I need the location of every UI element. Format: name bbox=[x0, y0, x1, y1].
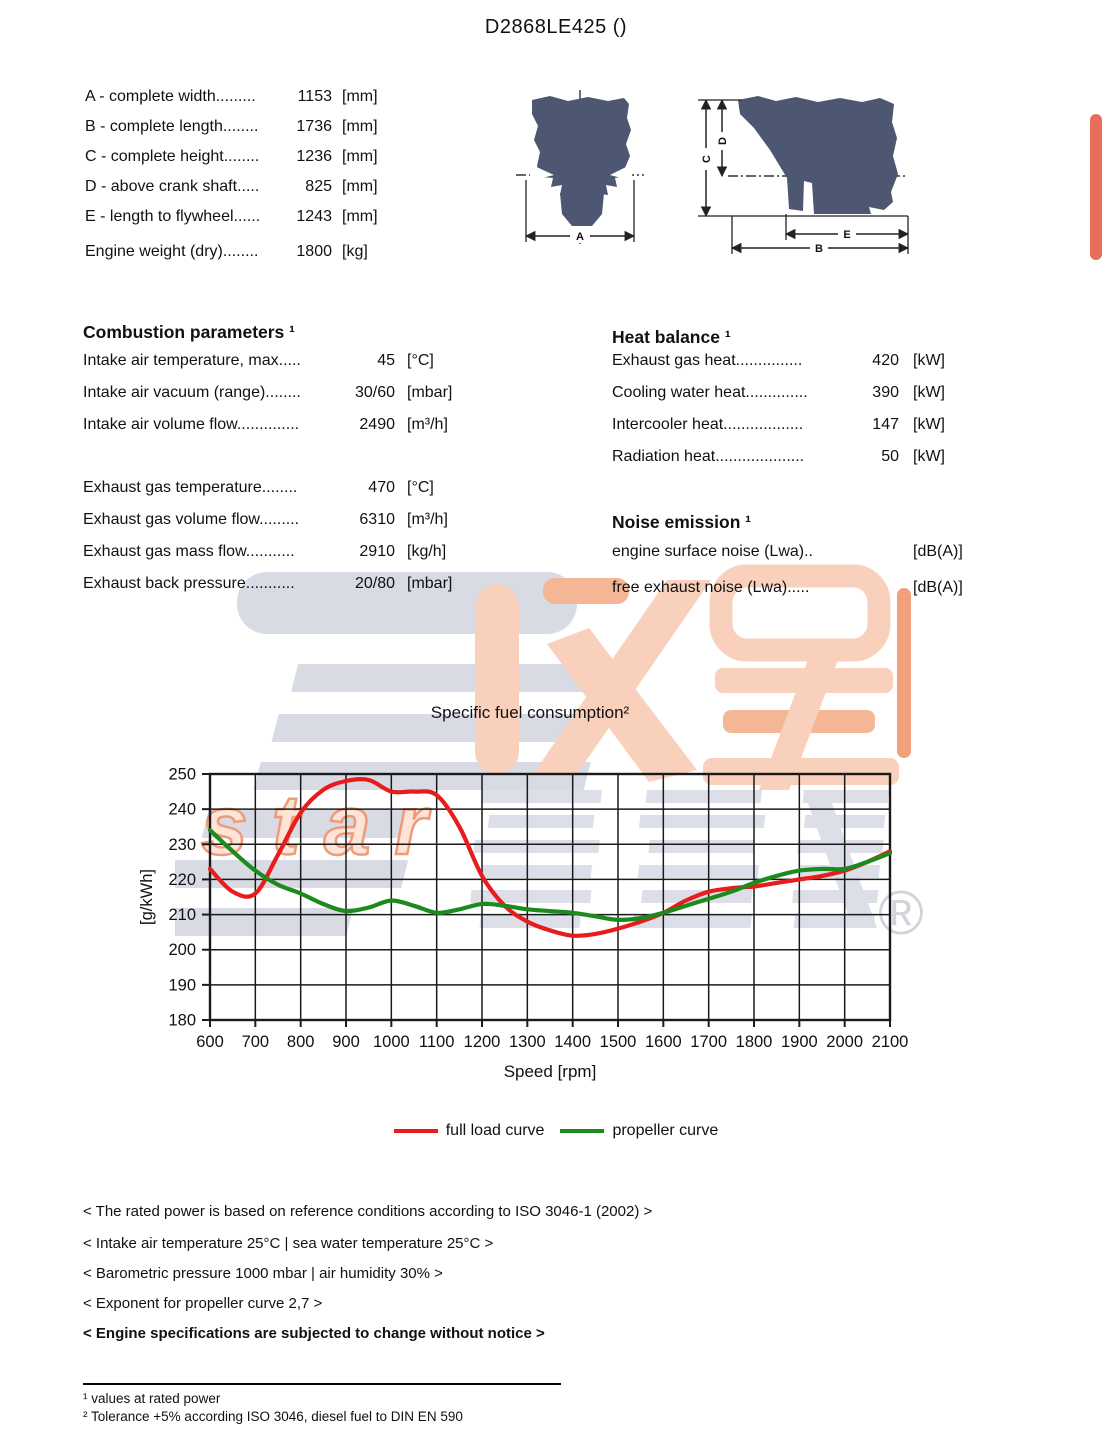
dimension-label-B: B bbox=[815, 243, 823, 255]
spec-value: 825 bbox=[305, 178, 332, 195]
dimension-label-C: C bbox=[701, 155, 713, 163]
spec-label: Cooling water heat.............. bbox=[612, 384, 808, 401]
svg-text:2100: 2100 bbox=[871, 1033, 909, 1051]
oil-pan bbox=[560, 193, 604, 226]
spec-label: Exhaust gas volume flow......... bbox=[83, 511, 300, 528]
combustion-parameters-table bbox=[83, 352, 563, 607]
spec-unit: [kW] bbox=[913, 448, 945, 465]
svg-text:1500: 1500 bbox=[599, 1033, 637, 1051]
svg-text:1400: 1400 bbox=[554, 1033, 592, 1051]
svg-text:1000: 1000 bbox=[372, 1033, 410, 1051]
svg-text:230: 230 bbox=[168, 835, 196, 854]
legend-item-propeller bbox=[560, 1122, 718, 1140]
svg-text:200: 200 bbox=[168, 941, 196, 960]
spec-unit: [°C] bbox=[407, 479, 434, 496]
svg-text:180: 180 bbox=[168, 1011, 196, 1030]
spec-value: 2910 bbox=[359, 543, 395, 560]
spec-unit: [m³/h] bbox=[407, 511, 448, 528]
svg-text:1300: 1300 bbox=[508, 1033, 546, 1051]
svg-text:2000: 2000 bbox=[826, 1033, 864, 1051]
svg-text:1100: 1100 bbox=[418, 1033, 455, 1051]
spec-value: 50 bbox=[881, 448, 899, 465]
spec-value: 420 bbox=[872, 352, 899, 369]
spec-label: Intercooler heat.................. bbox=[612, 416, 804, 433]
svg-text:800: 800 bbox=[286, 1033, 315, 1051]
footnote-divider bbox=[83, 1383, 561, 1385]
spec-label: Intake air volume flow.............. bbox=[83, 416, 300, 433]
spec-label: Intake air vacuum (range)........ bbox=[83, 384, 301, 401]
note-barometric: < Barometric pressure 1000 mbar | air humidity 30% > bbox=[83, 1265, 443, 1282]
heat-balance-heading: Heat balance ¹ bbox=[612, 327, 731, 347]
spec-value: 20/80 bbox=[354, 575, 395, 592]
dimension-label-A: A bbox=[576, 231, 584, 243]
legend-label-full-load: full load curve bbox=[445, 1122, 545, 1139]
spec-unit: [mbar] bbox=[407, 384, 453, 401]
spec-unit: [mm] bbox=[342, 118, 378, 135]
svg-text:1900: 1900 bbox=[780, 1033, 818, 1051]
footnote-1: ¹ values at rated power bbox=[83, 1391, 221, 1406]
spec-value: 390 bbox=[872, 384, 899, 401]
legend-swatch-full-load bbox=[394, 1129, 438, 1134]
spec-row bbox=[85, 148, 505, 178]
spec-row bbox=[85, 118, 505, 148]
dimension-label-E: E bbox=[843, 229, 851, 241]
spec-unit: [kW] bbox=[913, 352, 945, 369]
svg-text:1600: 1600 bbox=[644, 1033, 682, 1051]
noise-emission-heading: Noise emission ¹ bbox=[612, 512, 752, 532]
page-title: D2868LE425 () bbox=[484, 16, 628, 38]
spec-label: Exhaust gas mass flow........... bbox=[83, 543, 295, 560]
spec-row bbox=[85, 88, 505, 118]
note-propeller-exponent: < Exponent for propeller curve 2,7 > bbox=[83, 1295, 323, 1312]
spec-unit: [kW] bbox=[913, 416, 945, 433]
spec-value: 1736 bbox=[296, 118, 332, 135]
spec-value: 6310 bbox=[359, 511, 395, 528]
spec-row bbox=[83, 479, 563, 511]
dimensions-table bbox=[85, 88, 505, 273]
spec-row bbox=[612, 448, 1052, 480]
spec-value: 1243 bbox=[296, 208, 332, 225]
spec-unit: [mm] bbox=[342, 88, 378, 105]
spec-label: Engine weight (dry)........ bbox=[85, 243, 259, 260]
engine-silhouette-side bbox=[738, 96, 898, 214]
spec-row bbox=[612, 579, 1052, 615]
spec-unit: [mm] bbox=[342, 178, 378, 195]
fuel-consumption-chart bbox=[130, 690, 970, 1085]
spec-value: 1153 bbox=[297, 88, 332, 105]
y-axis-label: [g/kWh] bbox=[138, 869, 156, 925]
footnote-2: ² Tolerance +5% according ISO 3046, diesel fuel to DIN EN 590 bbox=[83, 1409, 463, 1424]
spec-row bbox=[612, 384, 1052, 416]
spec-row bbox=[612, 543, 1052, 579]
spec-unit: [kW] bbox=[913, 384, 945, 401]
legend-swatch-propeller bbox=[560, 1129, 604, 1134]
legend-item-full-load bbox=[394, 1122, 545, 1140]
spec-unit: [dB(A)] bbox=[913, 579, 963, 596]
engine-front-view-drawing bbox=[516, 90, 646, 258]
svg-text:240: 240 bbox=[168, 800, 196, 819]
spec-row bbox=[83, 511, 563, 543]
spec-value: 147 bbox=[872, 416, 899, 433]
spec-unit: [mm] bbox=[342, 148, 378, 165]
spec-label: D - above crank shaft..... bbox=[85, 178, 260, 195]
spec-row bbox=[83, 575, 563, 607]
combustion-parameters-heading: Combustion parameters ¹ bbox=[83, 322, 295, 342]
spec-unit: [kg/h] bbox=[407, 543, 447, 560]
spec-value: 1800 bbox=[296, 243, 332, 260]
svg-text:190: 190 bbox=[168, 976, 196, 995]
svg-text:1800: 1800 bbox=[735, 1033, 773, 1051]
spec-row bbox=[83, 416, 563, 448]
x-axis-label: Speed [rpm] bbox=[503, 1062, 597, 1081]
spec-row bbox=[85, 243, 505, 273]
registered-trademark-icon: ® bbox=[878, 879, 924, 948]
spec-value: 30/60 bbox=[354, 384, 395, 401]
spec-label: E - length to flywheel...... bbox=[85, 208, 261, 225]
chart-grid bbox=[202, 774, 890, 1027]
spec-label: Radiation heat.................... bbox=[612, 448, 805, 465]
chart-title: Specific fuel consumption² bbox=[430, 703, 630, 722]
spec-row bbox=[83, 352, 563, 384]
spec-row bbox=[612, 416, 1052, 448]
svg-text:250: 250 bbox=[168, 765, 196, 784]
engine-silhouette-front bbox=[532, 96, 631, 202]
svg-text:700: 700 bbox=[241, 1033, 270, 1051]
svg-text:210: 210 bbox=[168, 906, 196, 925]
svg-text:1700: 1700 bbox=[690, 1033, 728, 1051]
note-intake-air: < Intake air temperature 25°C | sea water temperature 25°C > bbox=[83, 1235, 494, 1252]
spec-unit: [kg] bbox=[342, 243, 368, 260]
noise-emission-table bbox=[612, 543, 1052, 615]
spec-value: 1236 bbox=[296, 148, 332, 165]
chart-legend bbox=[0, 1122, 1112, 1140]
spec-label: B - complete length........ bbox=[85, 118, 259, 135]
spec-row bbox=[612, 352, 1052, 384]
spec-label: C - complete height........ bbox=[85, 148, 260, 165]
spec-row bbox=[83, 384, 563, 416]
spec-value: 2490 bbox=[359, 416, 395, 433]
spec-label: Exhaust back pressure........... bbox=[83, 575, 295, 592]
watermark-star-text: star bbox=[201, 778, 452, 872]
heat-balance-table bbox=[612, 352, 1052, 480]
svg-text:1200: 1200 bbox=[463, 1033, 501, 1051]
spec-label: Exhaust gas heat............... bbox=[612, 352, 803, 369]
spec-unit: [mm] bbox=[342, 208, 378, 225]
spec-row bbox=[85, 208, 505, 238]
spec-unit: [m³/h] bbox=[407, 416, 448, 433]
note-specifications-change: < Engine specifications are subjected to change without notice > bbox=[83, 1325, 545, 1342]
svg-text:600: 600 bbox=[196, 1033, 224, 1051]
spec-unit: [°C] bbox=[407, 352, 434, 369]
spec-label: A - complete width......... bbox=[85, 88, 256, 105]
spec-unit: [dB(A)] bbox=[913, 543, 963, 560]
spec-label: Exhaust gas temperature........ bbox=[83, 479, 298, 496]
spec-label: engine surface noise (Lwa).. bbox=[612, 543, 813, 560]
watermark-red-fragment bbox=[1090, 114, 1102, 260]
svg-text:900: 900 bbox=[332, 1033, 360, 1051]
spec-row bbox=[83, 543, 563, 575]
legend-label-propeller: propeller curve bbox=[612, 1122, 719, 1139]
spec-value: 470 bbox=[368, 479, 395, 496]
dimension-label-D: D bbox=[717, 137, 729, 145]
spec-unit: [mbar] bbox=[407, 575, 453, 592]
spec-row bbox=[85, 178, 505, 208]
spec-value: 45 bbox=[377, 352, 395, 369]
spec-label: Intake air temperature, max..... bbox=[83, 352, 301, 369]
svg-text:220: 220 bbox=[168, 870, 196, 889]
engine-side-view-drawing bbox=[692, 88, 912, 260]
note-rated-power: < The rated power is based on reference conditions according to ISO 3046-1 (2002) > bbox=[83, 1203, 653, 1220]
spec-label: free exhaust noise (Lwa)..... bbox=[612, 579, 810, 596]
